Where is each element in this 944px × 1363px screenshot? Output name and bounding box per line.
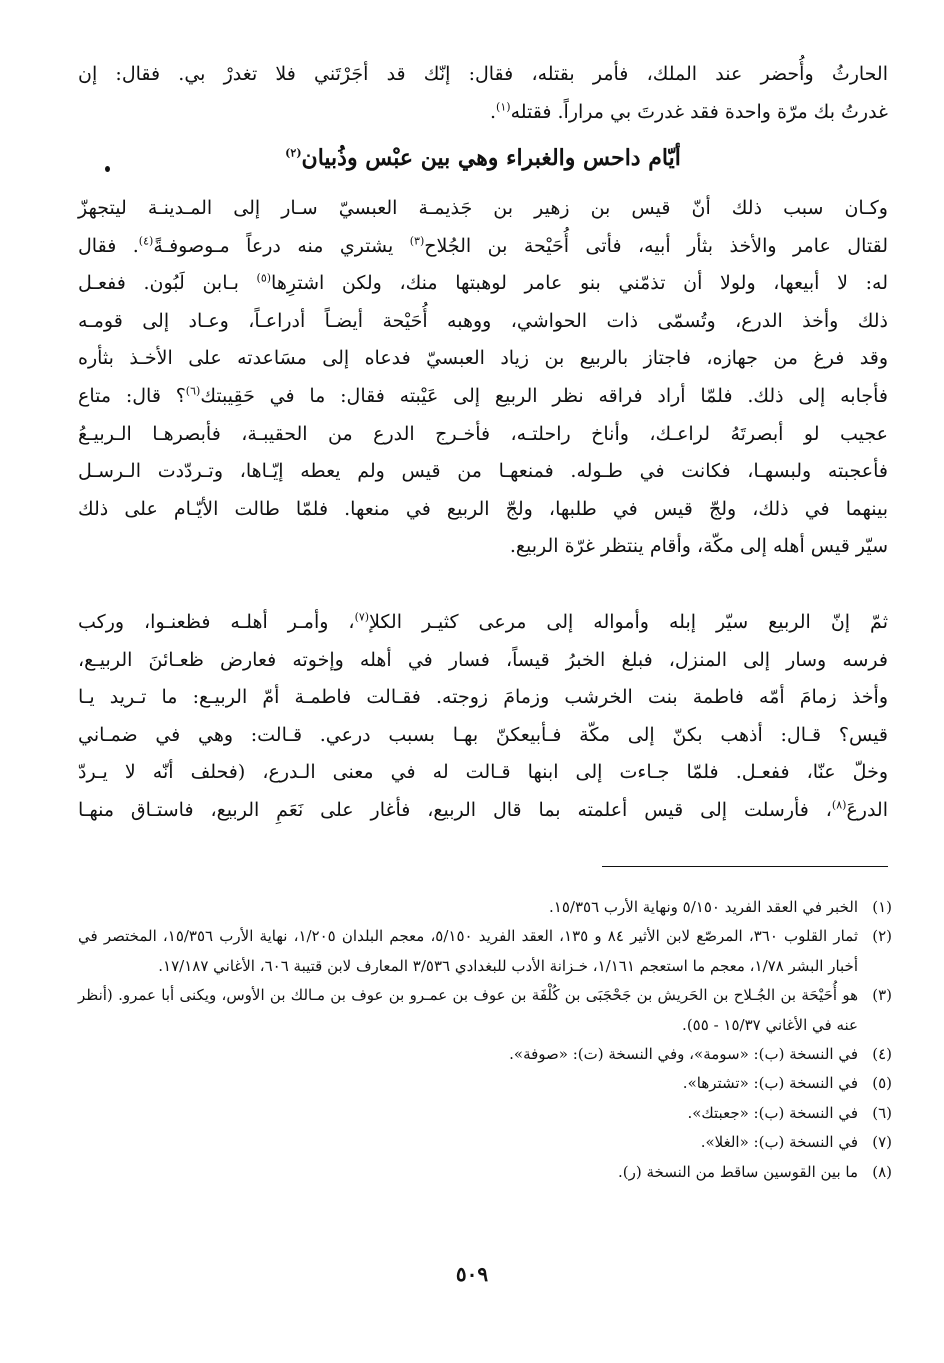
footnote-separator [602,866,888,867]
text-segment: قيس؟ قـال: أذهب بكنّ إلى مكّة فـأبيعكنّ بهـا بسبب درعي. قـالت: وهي في ضمـاني [78,723,888,746]
text-line [78,792,888,830]
footnote-text: في النسخة (ب): «الغلا». [700,1133,858,1152]
footnote-number: (١) [872,898,892,916]
text-line [78,265,888,303]
text-line: الحارثُ وأُحضر عند الملك، فأمر بقتله، فقال: إنّك قد أجَرْتَني فلا تغدرْ بي. فقال: إن [78,63,888,85]
text-line [78,453,888,491]
text-line [78,340,888,378]
footnote-text: ما بين القوسين ساقط من النسخة (ر). [617,1162,858,1181]
text-segment: الدرعَ [846,798,888,821]
footnote-ref: (١) [496,100,511,114]
footnote-number: (٧) [872,1133,892,1152]
text-segment: ؟ قال: متاع [78,384,186,407]
text-segment: ذلك وأخذ الدرع، وتُسمّى ذات الحواشي، ووهبه أُحَيْحة أيضـاً أدراعـاً، وعـاد إلى قومـه [78,309,888,332]
text-segment: فرسه وسار إلى المنزل، فبلغ الخبرُ قيساً، فسار في أهله وإخوته فعارض ظعـائنَ الربيـع، [78,648,888,671]
text-segment: فأجابه إلى ذلك. فلمّا أراد فراقه نظر الربيع إلى عَيْبته فقال: ما في حَقِيبتك [200,384,888,407]
text-segment: ، وأمـر أهلـه فظعنـوا، وركب [78,611,355,633]
text-segment: لقتال عامر والأخذ بثأر أبيه، فأتى أُحَيْحة بن الجُلاح [424,234,888,257]
text-segment: بـابن لَبُون. ففعـل [78,272,257,295]
text-line [78,228,888,266]
footnote-ref: (٦) [185,384,201,398]
footnote [78,1069,892,1098]
footnote [78,893,892,922]
text-segment: وخلّ عنّا، ففعـل. فلمّا جـاءت إلى ابنها قـالت له في معنى الـدرع، (فحلف أنّه لا يـردّ [78,761,888,784]
text-segment: ثمّ إنّ الربيع سيّر إبله وأمواله إلى مرعى كثيـر الكلإ [369,611,888,633]
footnote-text: في النسخة (ب): «تشترها». [682,1074,858,1093]
footnote [78,1099,892,1128]
stray-mark [105,166,110,172]
text-line [78,190,888,228]
text-line [78,528,888,566]
text-segment: عجيب لو أبصرتَهُ لراعـك، وأناخ راحلتـه، فأخـرج الدرع من الحقيبـة، فأبصرهـا الـربيـعُ [78,422,888,445]
footnote-number: (٦) [872,1103,892,1122]
text-segment: وقد فرغ من جهازه، فاجتاز بالربيع بن زياد العبسيّ فدعاه إلى مسَاعدته على الأخـذ بثأره [78,347,888,370]
text-line [78,303,888,341]
page-number: ٥٠٩ [455,1262,489,1286]
footnote [78,1158,892,1187]
footnote [78,1040,892,1069]
paragraph-2 [78,190,888,566]
text-line [78,642,888,680]
footnotes [78,893,892,1187]
footnote-number: (٨) [872,1162,892,1181]
footnote-text: في النسخة (ب): «جعبتك». [687,1103,858,1122]
footnote-text: الخبر في العقد الفريد ٥/١٥٠ ونهاية الأرب ١٥/٣٥٦. [549,898,858,916]
footnote-number: (٤) [872,1045,892,1064]
footnote-ref: (٧) [354,610,370,624]
footnote-text: ثمار القلوب ٣٦٠، المرصّع لابن الأثير ٨٤ و ١٣٥، العقد الفريد ٥/١٥٠، معجم البلدان ١/٢٠٥، نهاية الأرب ١٥/٣٥٦، المختصر في أخبار البشر ١/٧٨، معجم ما استعجم ١/١٦١، خـزانة الأدب للبغدادي ٣/٥٣٦ المعارف لابن قتيبة ٦٠٦، الأغاني ١٧/١٨٧. [78,927,859,975]
text-segment: له: لا أبيعها، ولولا أن تذمّني بنو عامر لوهبتها منك، ولكن اشترِها [271,272,888,295]
text-segment: وأخذ زمامَ أمّه فاطمة بنت الخرشب وزمامَ زوجته. فقـالت فاطمـة أمّ الربيـع: ما تـريد يـا [78,686,888,709]
footnote-text: هو أُحَيْحَة بن الجُـلاح بن الحَريش بن جَحْجَبَى بن كُلْفَة بن عوف بن عمـرو بن عوف بن مـالك بن الأوس، ويكنى أبا عمرو. (أنظر عنه في الأغاني ١٥/٣٧ - ٥٥). [78,986,858,1034]
text-segment: وكـان سبب ذلك أنّ قيس بن زهير بن جَذيمـة العبسيّ سـار إلى المـدينـة ليتجهزّ [78,197,888,219]
text-line [78,378,888,416]
footnote-ref: (٣) [409,234,425,248]
text-line [78,604,888,642]
section-heading-text: أيّام داحس والغبراء وهي بين عبْس وذُبيان [301,145,681,171]
section-heading [78,138,888,178]
text-segment: ، فأرسلت إلى قيس أعلمته بما قال الربيع، فأغار على نَعَمِ الربيع، فاستـاق منهـا [78,798,832,821]
footnote-text: في النسخة (ب): «سومة»، وفي النسخة (ت): «صوفة». [509,1045,858,1064]
text-line [78,491,888,529]
text-segment: سيّر قيس أهله إلى مكّة، وأقام ينتظر غرّة الربيع. [509,535,888,558]
footnote-ref: (٤) [138,234,154,248]
footnote-ref: (٨) [831,798,847,812]
footnote-ref: (٥) [256,271,272,285]
text-segment: . فقال [78,234,139,257]
footnote-number: (٥) [872,1074,892,1093]
text-line [78,416,888,454]
text-line: غدرتُ بك مرّة واحدة فقد غدرتَ بي مراراً. فقتله$^{(١)}$. [490,100,888,123]
footnote-number: (٢) [872,927,892,946]
paragraph-3 [78,604,888,830]
text-segment: يشتري منه درعاً مـوصوفـةً [153,234,410,257]
text-line [78,679,888,717]
footnote-number: (٣) [872,986,892,1005]
footnote [78,1128,892,1157]
footnote [78,922,892,981]
paragraph-1 [78,56,888,131]
footnote-ref: (٢) [285,146,302,160]
text-segment: فأعجبته ولبسهـا، فكانت في طـوله. فمنعهـا من قيس ولم يعطه إيّـاها، وتـردّدت الـرسـل [78,460,888,483]
text-line [78,754,888,792]
text-line [78,717,888,755]
text-segment: بينهما في ذلك، ولجّ قيس في طلبها، ولجّ الربيع في منعها. فلمّا طالت الأيّـام على ذلك [78,497,888,520]
footnote [78,981,892,1040]
